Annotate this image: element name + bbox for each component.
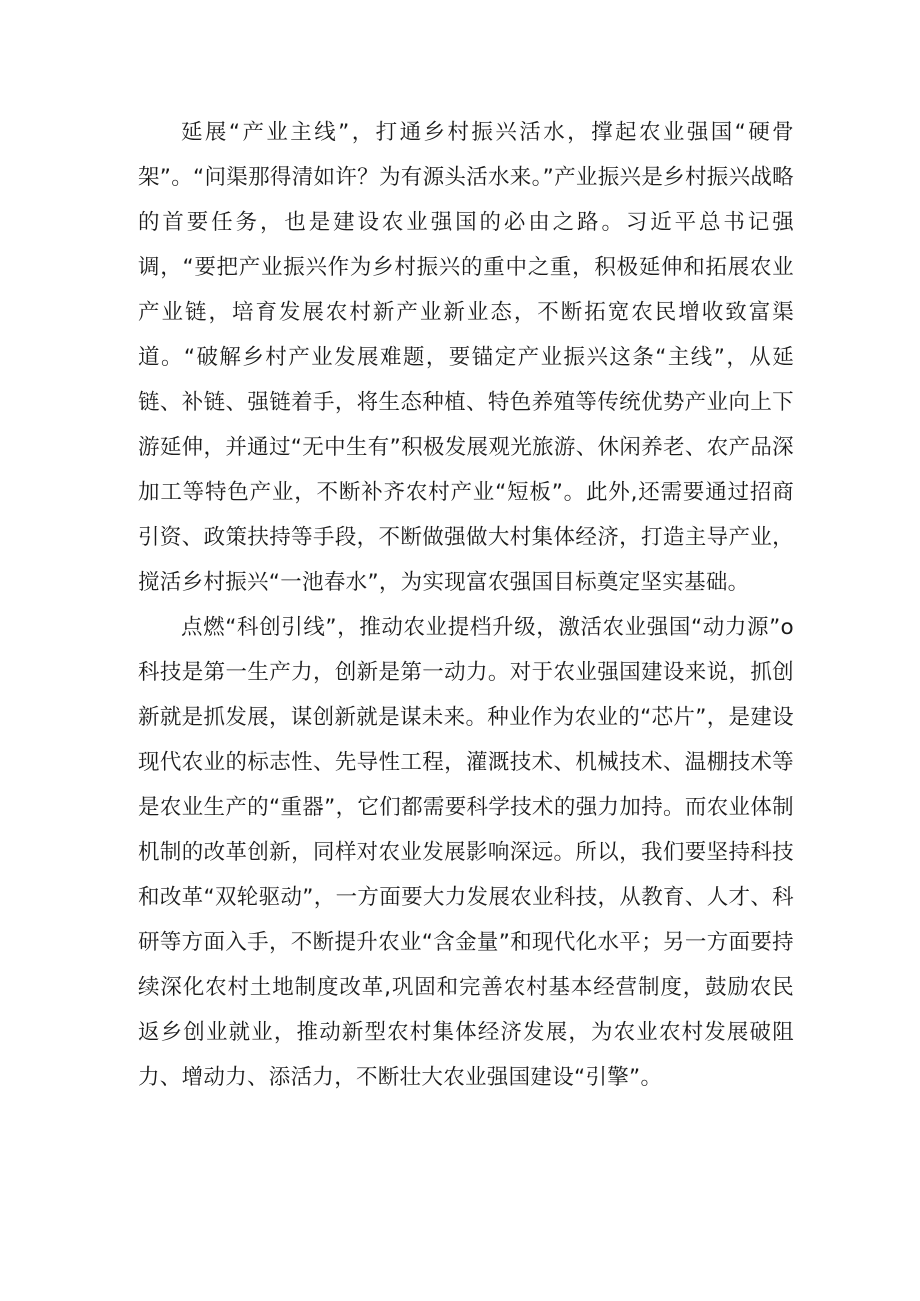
paragraph-tech-innovation: 点燃“科创引线”，推动农业提档升级，激活农业强国“动力源”o科技是第一生产力，创新是第一动力。对于农业强国建设来说，抓创新就是抓发展，谋创新就是谋未来。种业作为农业的“芯片”，是建设现代农业的标志性、先导性工程，灌溉技术、机械技术、温棚技术等是农业生产的“重器”，它们都需要科学技术的强力加持。而农业体制机制的改革创新，同样对农业发展影响深远。所以，我们要坚持科技和改革“双轮驱动”，一方面要大力发展农业科技，从教育、人才、科研等方面入手，不断提升农业“含金量”和现代化水平；另一方面要持续深化农村土地制度改革,巩固和完善农村基本经营制度，鼓励农民返乡创业就业，推动新型农村集体经济发展，为农业农村发展破阻力、增动力、添活力，不断壮大农业强国建设“引擎”。 [138, 615, 794, 1090]
document-body [138, 110, 794, 1100]
paragraph-industry-mainline: 延展“产业主线”，打通乡村振兴活水，撑起农业强国“硬骨架”。“问渠那得清如许？为有源头活水来。”产业振兴是乡村振兴战略的首要任务，也是建设农业强国的必由之路。习近平总书记强调，“要把产业振兴作为乡村振兴的重中之重，积极延伸和拓展农业产业链，培育发展农村新产业新业态，不断拓宽农民增收致富渠道。“破解乡村产业发展难题，要锚定产业振兴这条“主线”，从延链、补链、强链着手，将生态种植、特色养殖等传统优势产业向上下游延伸，并通过“无中生有”积极发展观光旅游、休闲养老、农产品深加工等特色产业，不断补齐农村产业“短板”。此外,还需要通过招商引资、政策扶持等手段，不断做强做大村集体经济，打造主导产业，搅活乡村振兴“一池春水”，为实现富农强国目标奠定坚实基础。 [138, 120, 794, 595]
